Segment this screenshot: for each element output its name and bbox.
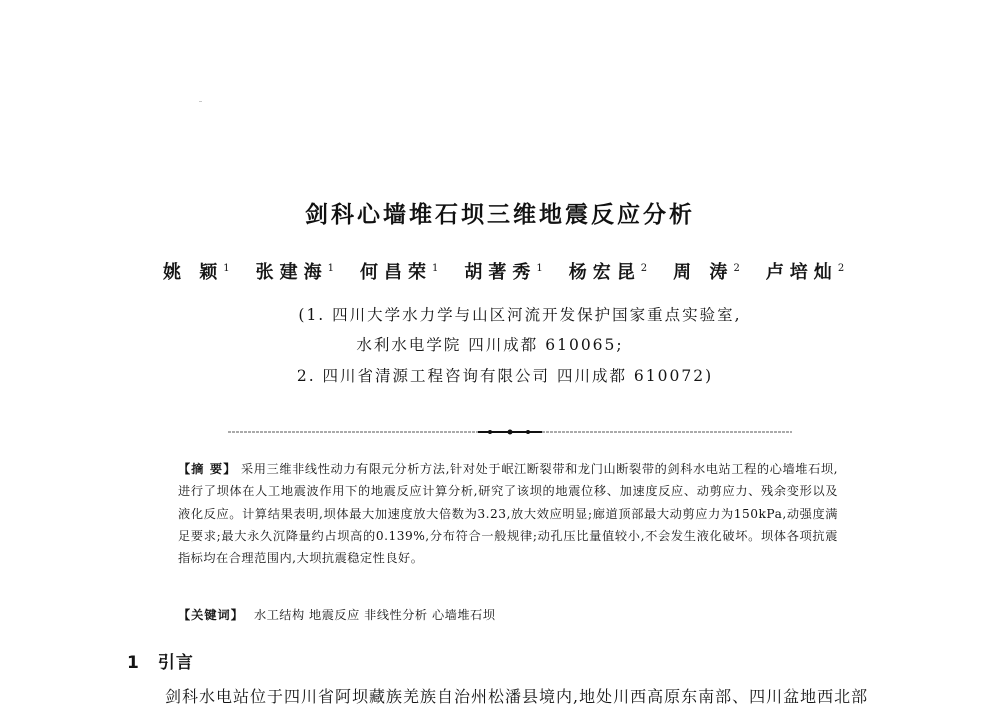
author: 张建海$^1$ — [255, 262, 335, 283]
affiliation-line-3: 2. 四川省清源工程咨询有限公司 四川成都 610072) — [296, 367, 714, 385]
affiliation-line-2: 水利水电学院 四川成都 610065; — [356, 336, 624, 354]
keywords-text: 水工结构 地震反应 非线性分析 心墙堆石坝 — [253, 608, 496, 622]
section-heading — [127, 648, 194, 673]
keywords — [178, 606, 838, 623]
author-list — [163, 258, 863, 284]
abstract-label: 【摘 要】 — [178, 462, 237, 476]
section-title: 引言 — [157, 653, 194, 673]
author: 何昌荣$^1$ — [360, 262, 439, 283]
author: 卢培灿$^2$ — [765, 262, 845, 283]
keywords-label: 【关键词】 — [178, 608, 244, 622]
section-number: 1 — [127, 653, 140, 673]
body-text-line: 剑科水电站位于四川省阿坝藏族羌族自治州松潘县境内,地处川西高原东南部、四川盆地西北部 — [165, 687, 869, 706]
decorative-separator — [228, 429, 792, 435]
affiliation-line-1: (1. 四川大学水力学与山区河流开发保护国家重点实验室, — [298, 306, 742, 324]
paper-title: 剑科心墙堆石坝三维地震反应分析 — [305, 202, 695, 228]
author: 周 涛$^2$ — [673, 262, 740, 283]
scan-speck — [199, 101, 202, 102]
author: 胡著秀$^1$ — [464, 262, 543, 283]
abstract — [178, 458, 838, 569]
author: 姚 颖$^1$ — [163, 262, 230, 283]
abstract-text: 采用三维非线性动力有限元分析方法,针对处于岷江断裂带和龙门山断裂带的剑科水电站工程的心墙堆石坝,进行了坝体在人工地震波作用下的地震反应计算分析,研究了该坝的地震位移、加速度反应、动剪应力、残余变形以及液化反应。计算结果表明,坝体最大加速度放大倍数为3.23,放大效应明显;廊道顶部最大动剪应力为150kPa,动强度满足要求;最大永久沉降量约占坝高的0.139%,分布符合一般规律;动孔压比量值较小,不会发生液化破坏。坝体各项抗震指标均在合理范围内,大坝抗震稳定性良好。 — [178, 462, 839, 566]
author: 杨宏昆$^2$ — [568, 262, 648, 283]
